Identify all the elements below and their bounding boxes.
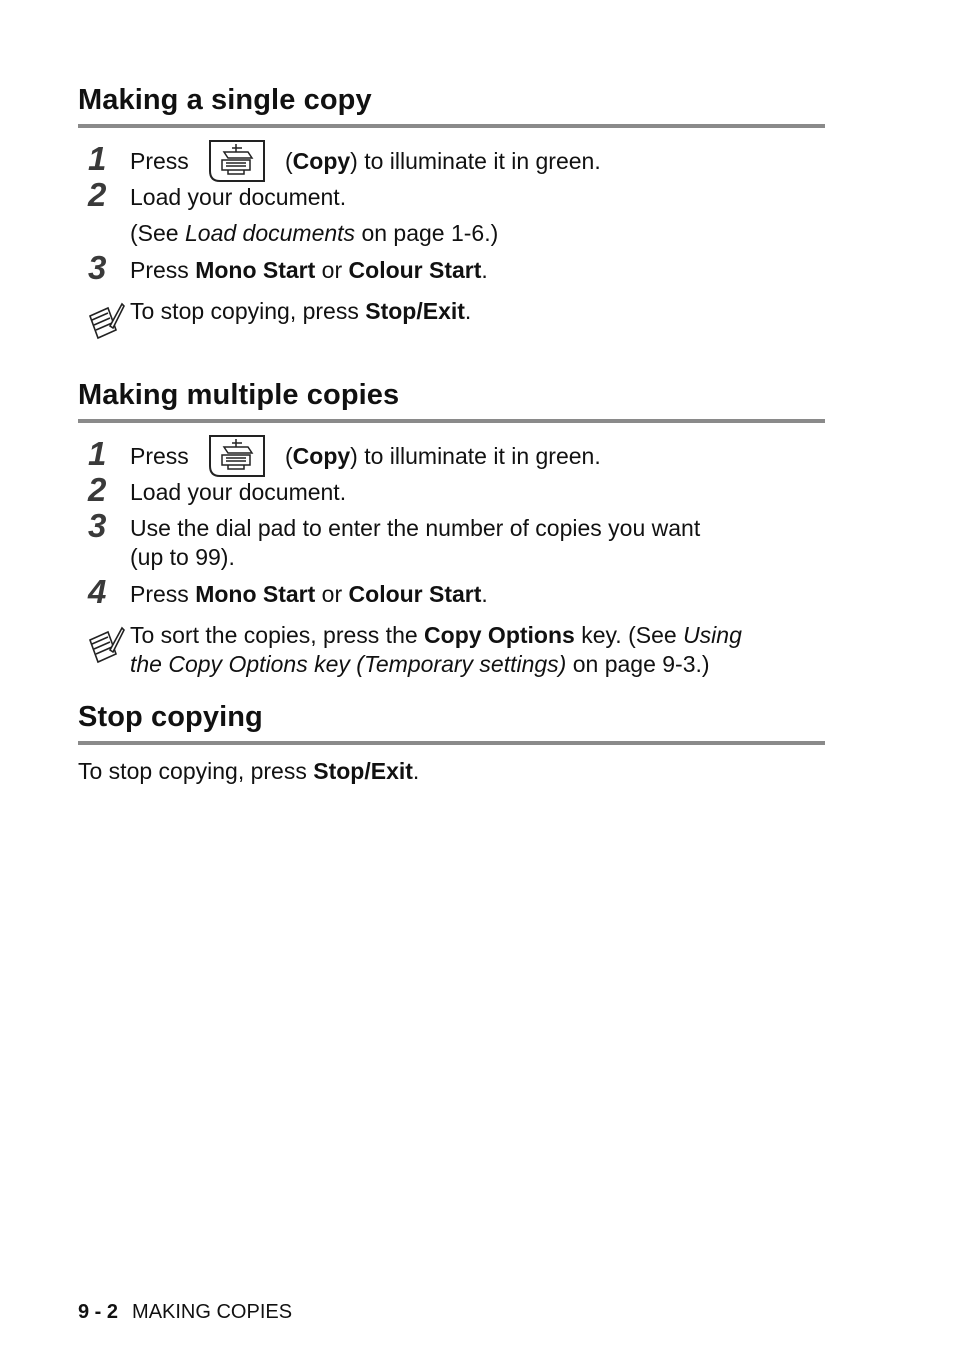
step-text: Use the dial pad to enter the number of copies you want [130, 515, 701, 541]
copy-key-icon [206, 433, 266, 479]
step-text: Press [130, 148, 189, 174]
step-number: 4 [88, 573, 107, 610]
step-subtext: (See Load documents on page 1-6.) [130, 220, 499, 246]
step-text: Load your document. [130, 184, 347, 210]
step-text: Press [130, 443, 189, 469]
step-number: 1 [88, 140, 107, 177]
note-text: To stop copying, press Stop/Exit. [130, 298, 472, 324]
page-number: 9 - 2 [78, 1301, 119, 1323]
page-footer [78, 1301, 292, 1324]
section-title-single-copy: Making a single copy [78, 84, 372, 116]
section-rule [78, 741, 825, 745]
step-text-copy: (Copy) to illuminate it in green. [285, 148, 601, 174]
step-number: 3 [88, 249, 107, 286]
chapter-name: MAKING COPIES [132, 1301, 293, 1323]
section-rule [78, 124, 825, 128]
note-pad-icon [86, 624, 126, 666]
step-number: 3 [88, 507, 107, 544]
step-number: 1 [88, 435, 107, 472]
step-text: Load your document. [130, 479, 347, 505]
step-number: 2 [88, 176, 107, 213]
copy-key-icon [206, 138, 266, 184]
step-text: Press Mono Start or Colour Start. [130, 581, 488, 607]
note-pad-icon [86, 300, 126, 342]
step-text: Press Mono Start or Colour Start. [130, 257, 488, 283]
body-text: To stop copying, press Stop/Exit. [78, 758, 420, 784]
section-title-stop-copying: Stop copying [78, 701, 263, 733]
step-text-continued: (up to 99). [130, 544, 235, 570]
section-title-multiple-copies: Making multiple copies [78, 379, 400, 411]
note-text: To sort the copies, press the Copy Options key. (See Using [130, 622, 742, 648]
section-rule [78, 419, 825, 423]
step-number: 2 [88, 471, 107, 508]
note-text-continued: the Copy Options key (Temporary settings) on page 9-3.) [130, 651, 710, 677]
step-text-copy: (Copy) to illuminate it in green. [285, 443, 601, 469]
